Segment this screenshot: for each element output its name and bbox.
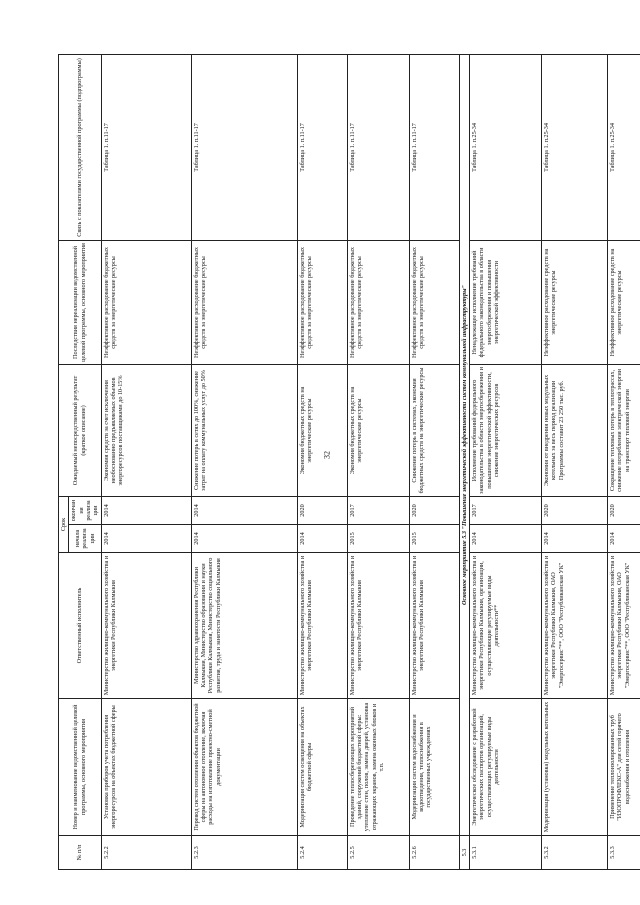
row-result: Исполнение требований федерального законодательства в области энергосбережения и повышения энергетической эффективности, снижение энергетических ресурсов bbox=[469, 364, 541, 496]
table-row bbox=[541, 54, 607, 869]
row-link: Таблица 1. п.25-34 bbox=[541, 54, 607, 240]
row-start: 2014 bbox=[607, 525, 640, 553]
header-link: Связь с показателями государственной программы (подпрограммы) bbox=[59, 54, 102, 240]
row-num: 5.2.6 bbox=[409, 836, 459, 870]
table-row bbox=[409, 54, 459, 869]
table-row bbox=[347, 54, 409, 869]
rotated-table-container bbox=[58, 55, 636, 870]
row-exec: Министерство жилищно-коммунального хозяйства и энергетики Республики Калмыкия bbox=[297, 553, 347, 699]
row-start: 2015 bbox=[409, 525, 459, 553]
row-num: 5.3.2 bbox=[541, 836, 607, 870]
row-exec: Министерство здравоохранения Республики Калмыкия, Министерство образования и науки Республики Калмыкия, Министерство социального развития, труда и занятости Республики Калмыкия bbox=[191, 553, 297, 699]
row-exec: Министерство жилищно-коммунального хозяйства и энергетики Республики Калмыкия bbox=[409, 553, 459, 699]
row-name: Установка приборов учета потребления энергоресурсов на объектах бюджетной сферы bbox=[101, 699, 191, 836]
row-exec: Министерство жилищно-коммунального хозяйства и энергетики Республики Калмыкия, ОАО "Энергосервис"**, ООО "Республиканская УК" bbox=[607, 553, 640, 699]
row-consequence: Неэффективное расходование средств на энергетические ресурсы bbox=[607, 240, 640, 364]
row-result: Экономия бюджетных средств на энергетические ресурсы bbox=[297, 364, 347, 496]
row-name: Проведение теплосберегающих мероприятий зданий, сооружений бюджетной сферы: утепление стен, полов, замена дверей, установка отражающих экранов, замена оконных блоков и т.п. bbox=[347, 699, 409, 836]
row-result: Снижение потерь в сетях до 100%, снижение затрат на оплату коммунальных услуг до 50% bbox=[191, 364, 297, 496]
table-row bbox=[469, 54, 541, 869]
row-result: Экономия средств за счет исключения необоснованно предъявляемых объемов энергоресурсов поставщиками до 10-15% bbox=[101, 364, 191, 496]
header-result: Ожидаемый непосредственный результат (краткое описание) bbox=[59, 364, 102, 496]
section-title: Основное мероприятие 5.3 "Повышение энергетической эффективности систем коммунальной инфраструктуры" bbox=[459, 54, 469, 835]
program-measures-table bbox=[58, 54, 640, 870]
row-start: 2014 bbox=[469, 525, 541, 553]
row-consequence: Неэффективное расходование бюджетных средств за энергетические ресурсы bbox=[191, 240, 297, 364]
table-row bbox=[607, 54, 640, 869]
row-exec: Министерство жилищно-коммунального хозяйства и энергетики Республики Калмыкия, организации, осуществляющие регулируемые виды деятельности** bbox=[469, 553, 541, 699]
header-term: Срок bbox=[59, 496, 69, 552]
row-end: 2014 bbox=[101, 496, 191, 524]
row-result: Снижение потерь в системах, экономия бюджетных средств на энергетические ресурсы bbox=[409, 364, 459, 496]
row-result: Экономия от внедрения новых модульных котельных за весь период реализации Программы составит 23 250 тыс. руб. bbox=[541, 364, 607, 496]
header-num: № п/п bbox=[59, 836, 102, 870]
table-row bbox=[191, 54, 297, 869]
row-end: 2017 bbox=[469, 496, 541, 524]
row-name: Модернизация (установка) модульных котельных bbox=[541, 699, 607, 836]
row-exec: Министерство жилищно-коммунального хозяйства и энергетики Республики Калмыкия bbox=[101, 553, 191, 699]
row-start: 2015 bbox=[347, 525, 409, 553]
row-end: 2020 bbox=[297, 496, 347, 524]
row-link: Таблица 1. п.11-17 bbox=[409, 54, 459, 240]
section-num: 5.3 bbox=[459, 836, 469, 870]
row-consequence: Неэффективное расходование средств на энергетические ресурсы bbox=[541, 240, 607, 364]
row-start: 2014 bbox=[297, 525, 347, 553]
row-link: Таблица 1. п.11-17 bbox=[347, 54, 409, 240]
row-start: 2014 bbox=[191, 525, 297, 553]
header-end: окончания реализации bbox=[69, 496, 101, 524]
header-consequence: Последствия нереализации ведомственной целевой программы, основного мероприятия bbox=[59, 240, 102, 364]
row-num: 5.3.1 bbox=[469, 836, 541, 870]
header-row bbox=[59, 54, 69, 869]
row-start: 2014 bbox=[101, 525, 191, 553]
row-link: Таблица 1. п.11-17 bbox=[191, 54, 297, 240]
row-exec: Министерство жилищно-коммунального хозяйства и энергетики Республики Калмыкия bbox=[347, 553, 409, 699]
row-end: 2017 bbox=[347, 496, 409, 524]
row-end: 2014 bbox=[191, 496, 297, 524]
row-start: 2014 bbox=[541, 525, 607, 553]
row-result: Экономия бюджетных средств на энергетические ресурсы bbox=[347, 364, 409, 496]
row-exec: Министерство жилищно-коммунального хозяйства и энергетики Республики Калмыкия, ОАО "Энергосервис"**, ООО "Республиканская УК" bbox=[541, 553, 607, 699]
row-num: 5.2.5 bbox=[347, 836, 409, 870]
row-consequence: Неэффективное расходование бюджетных средств за энергетические ресурсы bbox=[297, 240, 347, 364]
row-num: 5.3.3 bbox=[607, 836, 640, 870]
header-name: Номер и наименование ведомственной целевой программы, основного мероприятия bbox=[59, 699, 102, 836]
row-consequence: Неэффективное расходование бюджетных средств за энергетические ресурсы bbox=[347, 240, 409, 364]
row-consequence: Ненадлежащее исполнение требований федерального законодательства в области энергосбережения и повышения энергетической эффективности bbox=[469, 240, 541, 364]
row-num: 5.2.3 bbox=[191, 836, 297, 870]
row-name: Применение теплоизолированных труб "ИЗОПРОФЛЕКС-А" для сетей горячего водоснабжения и отопления bbox=[607, 699, 640, 836]
row-result: Сокращение тепловых потерь в теплотрассах, снижение потребления электрической энергии на транспорт тепловой энергии bbox=[607, 364, 640, 496]
table-row bbox=[297, 54, 347, 869]
row-end: 2020 bbox=[541, 496, 607, 524]
row-link: Таблица 1. п.11-17 bbox=[297, 54, 347, 240]
row-link: Таблица 1. п.25-34 bbox=[607, 54, 640, 240]
row-num: 5.2.2 bbox=[101, 836, 191, 870]
row-link: Таблица 1. п.25-34 bbox=[469, 54, 541, 240]
row-name: Перевод систем отопления объектов бюджетной сферы на автономное отопление, включая расходы на изготовление проектно-сметной документации bbox=[191, 699, 297, 836]
header-start: начала реализации bbox=[69, 525, 101, 553]
row-consequence: Неэффективное расходование бюджетных средств за энергетические ресурсы bbox=[409, 240, 459, 364]
row-name: Модернизация систем водоснабжения и водоотведения, теплоснабжения в государственных учреждениях bbox=[409, 699, 459, 836]
section-row bbox=[459, 54, 469, 869]
row-name: Модернизация систем освещения на объектах бюджетной сферы bbox=[297, 699, 347, 836]
page-number: 32 bbox=[322, 451, 332, 459]
row-num: 5.2.4 bbox=[297, 836, 347, 870]
row-end: 2020 bbox=[409, 496, 459, 524]
table-row bbox=[101, 54, 191, 869]
row-name: Энергетическое обследование с разработкой энергетических паспортов организаций, осуществляющих регулируемые виды деятельности bbox=[469, 699, 541, 836]
row-consequence: Неэффективное расходование бюджетных средств за энергетические ресурсы bbox=[101, 240, 191, 364]
header-exec: Ответственный исполнитель bbox=[59, 553, 102, 699]
row-link: Таблица 1. п.11-17 bbox=[101, 54, 191, 240]
row-end: 2020 bbox=[607, 496, 640, 524]
